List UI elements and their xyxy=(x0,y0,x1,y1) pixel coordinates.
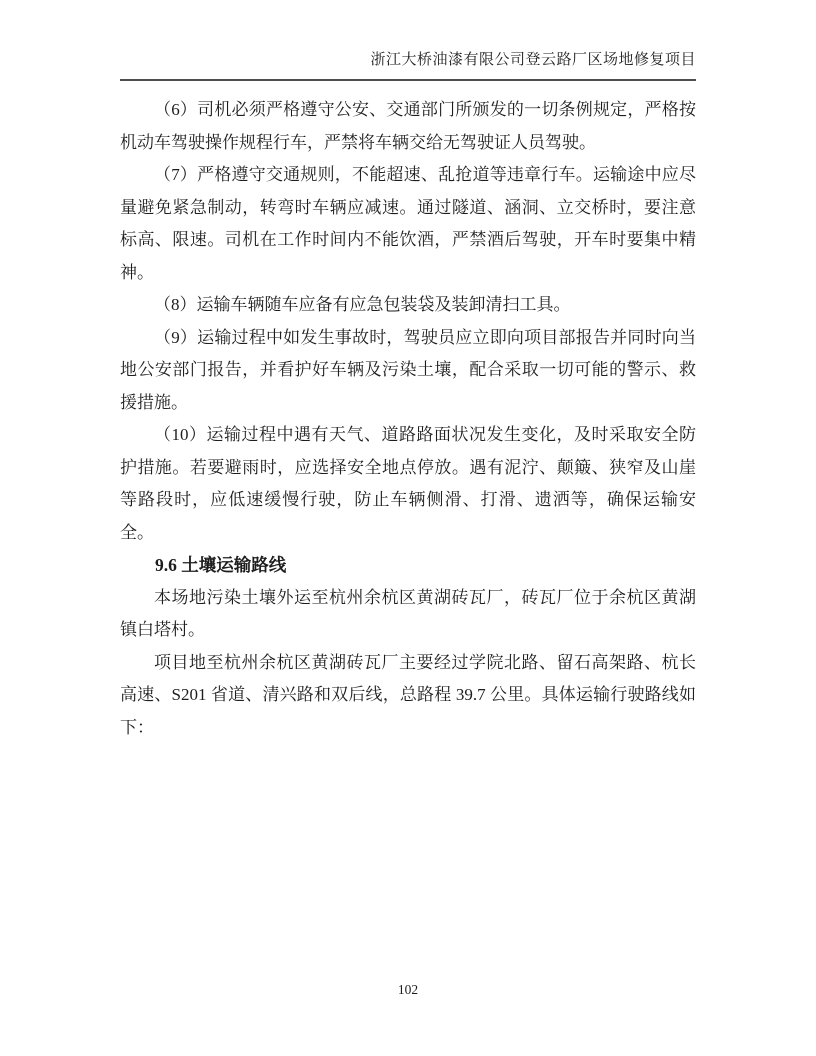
page-header-title: 浙江大桥油漆有限公司登云路厂区场地修复项目 xyxy=(370,52,696,68)
body-paragraph-8: （8）运输车辆随车应备有应急包装袋及装卸清扫工具。 xyxy=(154,295,571,314)
section-paragraph-2: 项目地至杭州余杭区黄湖砖瓦厂主要经过学院北路、留石高架路、杭长高速、S201 省道、清兴路和双后线，总路程 39.7 公里。具体运输行驶路线如下： xyxy=(120,652,696,737)
body-paragraph-7: （7）严格遵守交通规则，不能超速、乱抢道等违章行车。运输途中应尽量避免紧急制动，转弯时车辆应减速。通过隧道、涵洞、立交桥时，要注意标高、限速。司机在工作时间内不能饮酒，严禁酒后驾驶，开车时要集中精神。 xyxy=(120,165,696,282)
body-paragraph-6: （6）司机必须严格遵守公安、交通部门所颁发的一切条例规定，严格按机动车驾驶操作规程行车，严禁将车辆交给无驾驶证人员驾驶。 xyxy=(120,100,696,152)
section-paragraph-1: 本场地污染土壤外运至杭州余杭区黄湖砖瓦厂，砖瓦厂位于余杭区黄湖镇白塔村。 xyxy=(120,587,696,639)
body-paragraph-10: （10）运输过程中遇有天气、道路路面状况发生变化，及时采取安全防护措施。若要避雨时，应选择安全地点停放。遇有泥泞、颠簸、狭窄及山崖等路段时，应低速缓慢行驶，防止车辆侧滑、打滑、遗洒等，确保运输安全。 xyxy=(120,425,696,542)
body-paragraph-9: （9）运输过程中如发生事故时，驾驶员应立即向项目部报告并同时向当地公安部门报告，并看护好车辆及污染土壤，配合采取一切可能的警示、救援措施。 xyxy=(120,327,696,412)
document-body xyxy=(120,94,696,744)
section-heading-9-6: 9.6 土壤运输路线 xyxy=(155,555,287,575)
header-rule-divider xyxy=(120,79,696,81)
page-number: 102 xyxy=(397,982,419,997)
